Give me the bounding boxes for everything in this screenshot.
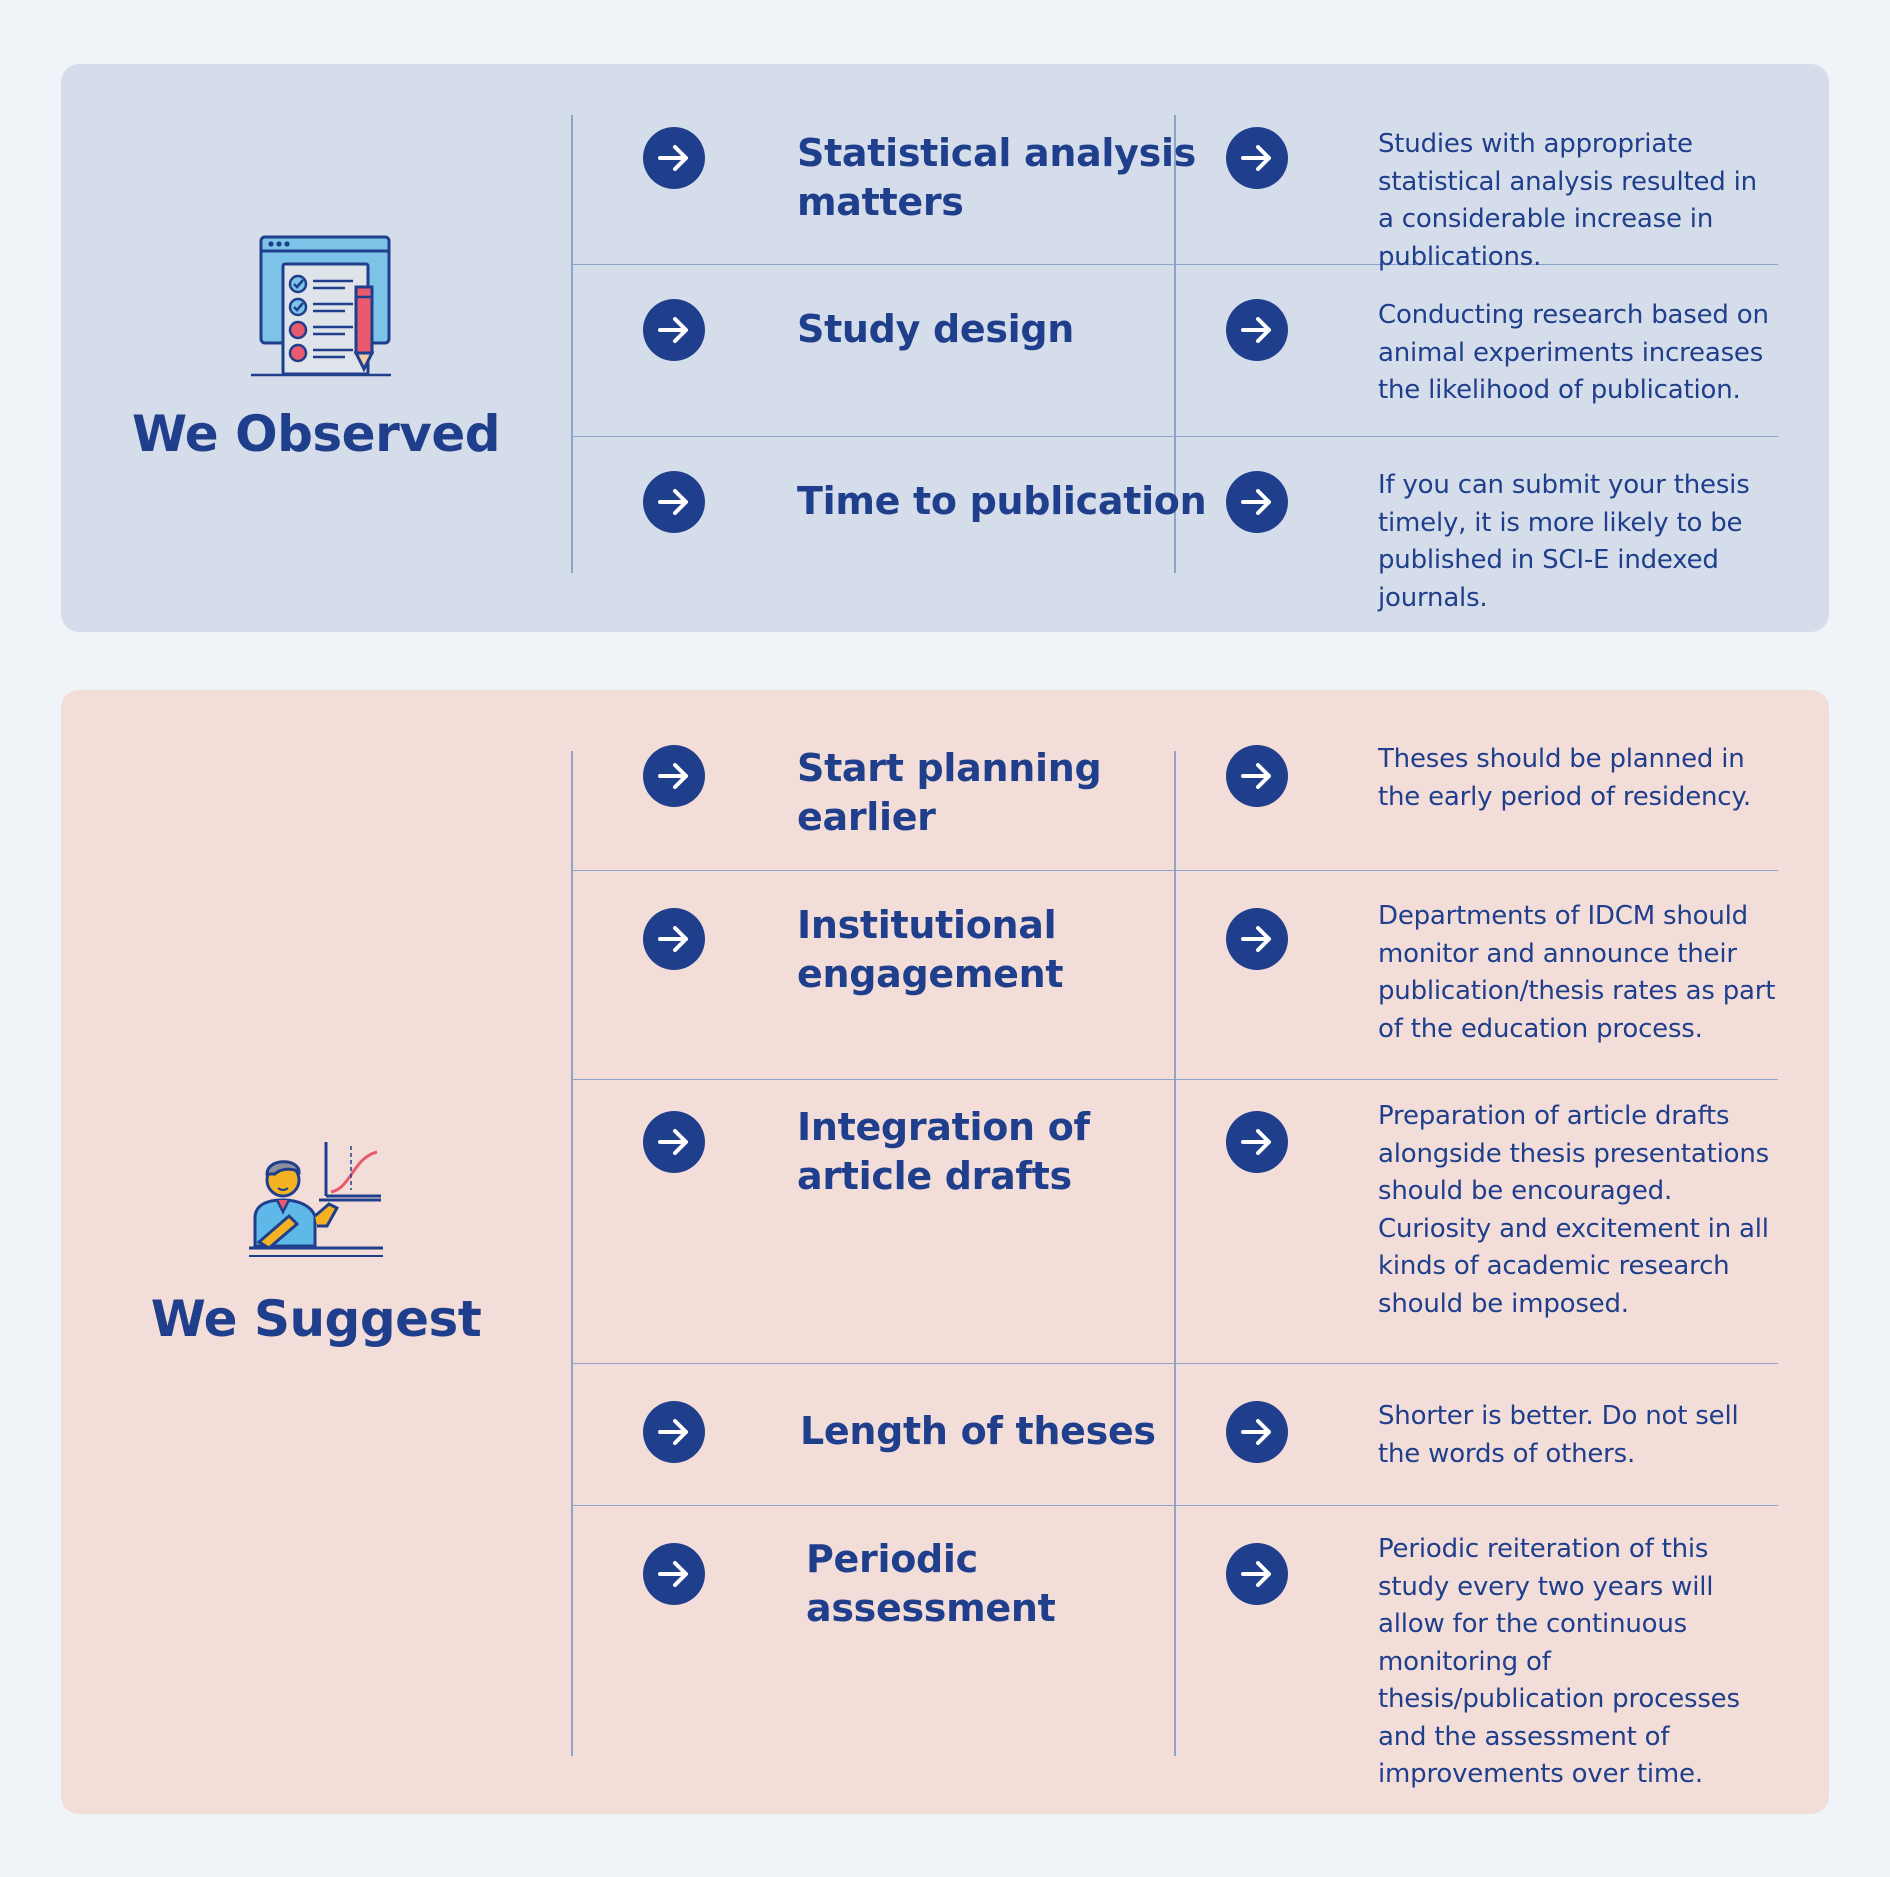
observed-description: If you can submit your thesis timely, it is more likely to be published in SCI-E indexed journals. (1378, 470, 1750, 613)
suggest-row (571, 1364, 1778, 1506)
arrow-icon (1226, 1401, 1288, 1463)
suggest-row (571, 1506, 1778, 1789)
arrow-icon (1226, 127, 1288, 189)
suggest-heading: Periodic assessment (806, 1537, 1056, 1630)
arrow-icon (1226, 1111, 1288, 1173)
suggest-heading: Institutional engagement (797, 903, 1064, 996)
observed-sidebar (61, 229, 571, 463)
observed-heading: Time to publication (797, 479, 1207, 523)
arrow-icon (1226, 299, 1288, 361)
suggest-row (571, 1080, 1778, 1364)
arrow-icon (643, 471, 705, 533)
suggest-description: Departments of IDCM should monitor and announce their publication/thesis rates as part of the education process. (1378, 901, 1776, 1044)
arrow-icon (643, 1111, 705, 1173)
presenter-chart-icon (241, 1130, 391, 1280)
observed-title: We Observed (131, 405, 501, 463)
arrow-icon (643, 908, 705, 970)
arrow-icon (643, 1401, 705, 1463)
observed-row (571, 265, 1778, 437)
suggest-description: Theses should be planned in the early period of residency. (1378, 744, 1751, 812)
arrow-icon (1226, 745, 1288, 807)
observed-row (571, 115, 1778, 272)
suggest-panel (61, 690, 1829, 1814)
suggest-heading: Integration of article drafts (797, 1105, 1090, 1198)
arrow-icon (643, 127, 705, 189)
checklist-document-icon (241, 229, 391, 379)
suggest-description: Periodic reiteration of this study every two years will allow for the continuous monitoring of thesis/publication processes and the assessment of improvements over time. (1378, 1534, 1740, 1789)
suggest-description: Preparation of article drafts alongside thesis presentations should be encouraged. Curiosity and excitement in all kinds of academic research should be imposed. (1378, 1101, 1769, 1319)
observed-panel (61, 64, 1829, 632)
suggest-title: We Suggest (150, 1290, 482, 1348)
observed-row (571, 437, 1778, 613)
suggest-heading: Start planning earlier (797, 746, 1102, 839)
suggest-heading: Length of theses (800, 1409, 1156, 1453)
arrow-icon (1226, 908, 1288, 970)
observed-description: Conducting research based on animal experiments increases the likelihood of publication. (1378, 300, 1769, 405)
observed-heading: Statistical analysis matters (797, 131, 1196, 224)
suggest-row (571, 871, 1778, 1080)
observed-description: Studies with appropriate statistical analysis resulted in a considerable increase in publications. (1378, 129, 1757, 272)
observed-grid (571, 115, 1778, 613)
arrow-icon (1226, 471, 1288, 533)
suggest-grid (571, 744, 1778, 1789)
observed-heading: Study design (797, 307, 1075, 351)
arrow-icon (643, 1543, 705, 1605)
suggest-sidebar (61, 1130, 571, 1348)
arrow-icon (643, 745, 705, 807)
arrow-icon (1226, 1543, 1288, 1605)
suggest-description: Shorter is better. Do not sell the words of others. (1378, 1401, 1739, 1469)
suggest-row (571, 744, 1778, 871)
arrow-icon (643, 299, 705, 361)
